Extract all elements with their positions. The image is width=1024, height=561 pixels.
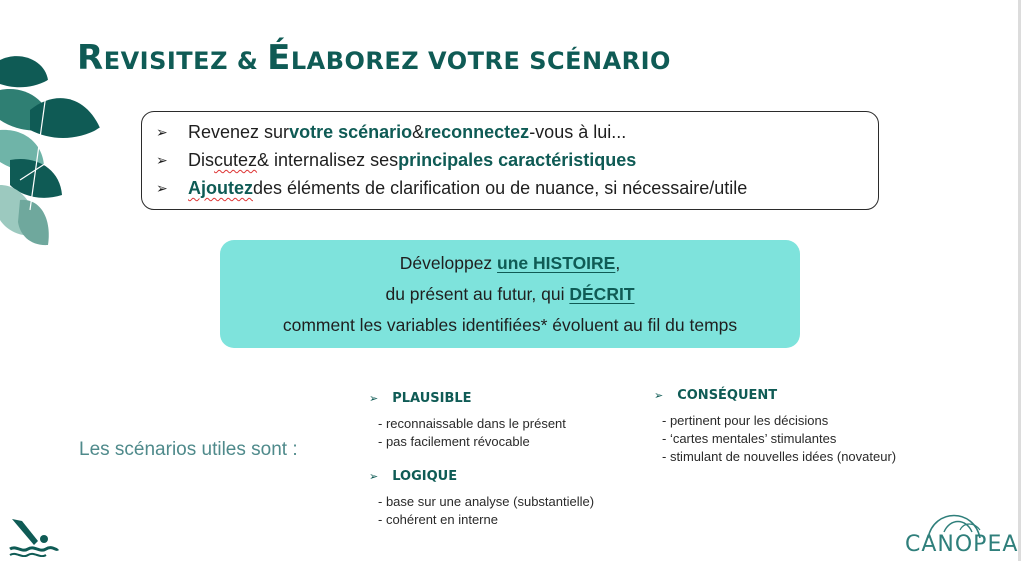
monstera-leaves-icon [0, 50, 110, 250]
list-item: - stimulant de nouvelles idées (novateur) [662, 449, 897, 464]
callout-line: Développez une HISTOIRE, [399, 253, 621, 273]
list-item: - ‘cartes mentales’ stimulantes [662, 431, 837, 446]
arrow-bullet-icon: ➢ [654, 389, 664, 402]
slide-edge [1018, 0, 1021, 561]
page-title: REVISITEZ & ÉLABOREZ VOTRE SCÉNARIO [77, 38, 671, 78]
arrow-bullet-icon: ➢ [156, 152, 168, 168]
story-callout [220, 240, 800, 348]
callout-line: du présent au futur, qui DÉCRIT [385, 284, 635, 304]
list-item: - cohérent en interne [378, 512, 498, 527]
list-item: - pas facilement révocable [378, 434, 530, 449]
category-logique: ➢ LOGIQUE [369, 469, 458, 484]
instructions-box [141, 111, 879, 210]
arrow-bullet-icon: ➢ [369, 392, 379, 405]
arrow-bullet-icon: ➢ [156, 180, 168, 196]
logo-text: CANOPEA [905, 532, 1019, 557]
list-item: - reconnaissable dans le présent [378, 416, 566, 431]
category-consequent: ➢ CONSÉQUENT [654, 388, 778, 403]
arrow-bullet-icon: ➢ [369, 470, 379, 483]
list-item: - pertinent pour les décisions [662, 413, 829, 428]
category-plausible: ➢ PLAUSIBLE [369, 391, 472, 406]
instruction-line: ➢ Revenez sur votre scénario & reconnectez -vous à lui... [156, 122, 627, 142]
arrow-bullet-icon: ➢ [156, 124, 168, 140]
list-item: - base sur une analyse (substantielle) [378, 494, 595, 509]
callout-line: comment les variables identifiées* évoluent au fil du temps [282, 315, 738, 335]
diver-icon [8, 515, 60, 557]
instruction-line: ➢ Dis cutez & internalisez ses principales caractéristiques [156, 150, 637, 170]
useful-scenarios-label: Les scénarios utiles sont : [79, 439, 298, 460]
instruction-line: ➢ Ajoutez des éléments de clarification ou de nuance, si nécessaire/utile [156, 178, 748, 198]
